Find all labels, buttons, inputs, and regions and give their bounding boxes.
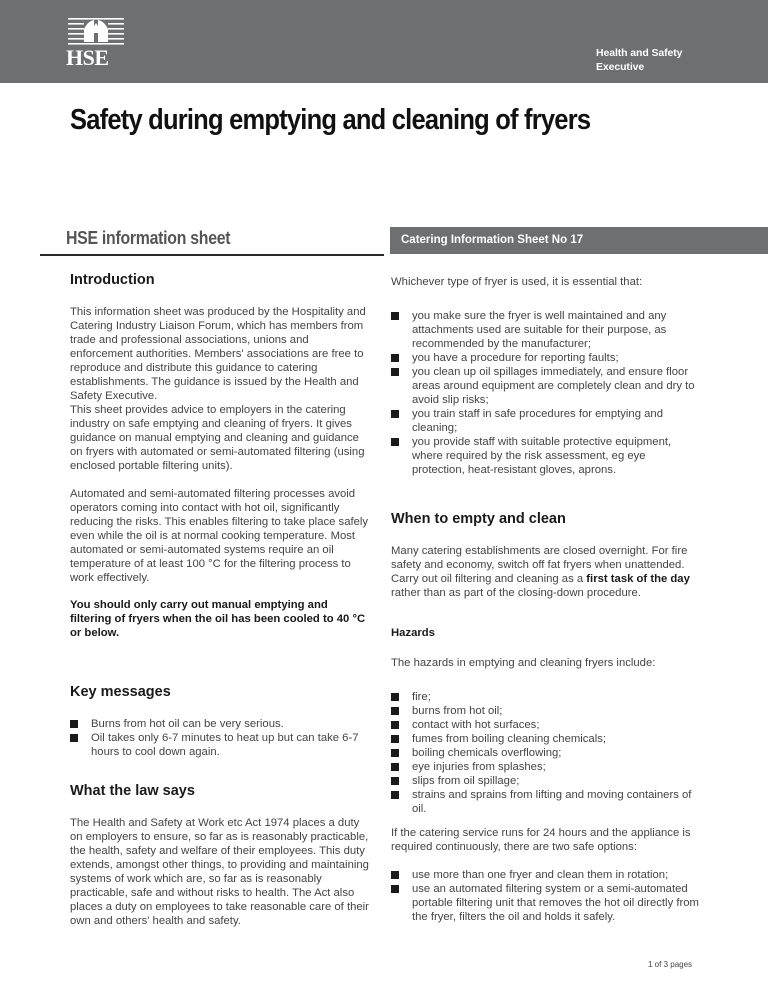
- list-item: [391, 718, 701, 732]
- when-section: [391, 510, 701, 600]
- list-item: [391, 407, 701, 435]
- square-bullet-icon: [391, 693, 399, 701]
- square-bullet-icon: [391, 749, 399, 757]
- square-bullet-icon: [391, 791, 399, 799]
- hazards-section: [391, 626, 701, 816]
- list-item-text: burns from hot oil;: [412, 705, 503, 717]
- essentials-intro: Whichever type of fryer is used, it is essential that:: [391, 276, 643, 288]
- law-heading: What the law says: [70, 783, 195, 799]
- when-emphasis: first task of the day: [586, 573, 690, 585]
- continuous-service-section: [391, 826, 701, 924]
- introduction-section: [70, 271, 370, 289]
- square-bullet-icon: [391, 885, 399, 893]
- square-bullet-icon: [391, 368, 399, 376]
- org-name-line-2: Executive: [596, 61, 645, 73]
- list-item-text: strains and sprains from lifting and moving containers of oil.: [412, 789, 692, 815]
- list-item: [391, 774, 701, 788]
- intro-paragraph-text: This sheet provides advice to employers in the catering industry on safe emptying and cleaning of fryers. It gives guidance on manual emptying and cleaning and guidance on fryers with automated or semi-automated filtering (using enclosed portable filtering units).: [70, 404, 365, 472]
- list-item-text: use more than one fryer and clean them in rotation;: [412, 869, 669, 881]
- list-item: [391, 732, 701, 746]
- square-bullet-icon: [391, 410, 399, 418]
- list-item: [391, 351, 701, 365]
- list-item: [391, 435, 701, 477]
- list-item-text: fire;: [412, 691, 431, 703]
- law-section: [70, 782, 370, 928]
- square-bullet-icon: [391, 438, 399, 446]
- org-name-line-1: Health and Safety: [596, 47, 683, 59]
- page-number: 1 of 3 pages: [648, 960, 693, 969]
- list-item-text: boiling chemicals overflowing;: [412, 747, 562, 759]
- when-text: Many catering establishments are closed overnight. For fire safety and economy, switch off fat fryers when unattended. Carry out oil filtering and cleaning as a: [391, 545, 688, 585]
- list-item: [391, 704, 701, 718]
- hse-logo: [66, 17, 126, 71]
- list-item: [391, 760, 701, 774]
- square-bullet-icon: [391, 312, 399, 320]
- key-messages-list: [70, 717, 370, 759]
- square-bullet-icon: [391, 763, 399, 771]
- manual-emptying-note: [70, 598, 370, 640]
- key-messages-heading: Key messages: [70, 684, 171, 700]
- list-item-text: you make sure the fryer is well maintained and any attachments used are suitable for their purpose, as recommended by the manufacturer;: [412, 310, 667, 350]
- bold-note-text: You should only carry out manual emptying and filtering of fryers when the oil has been cooled to 40 °C or below.: [70, 599, 366, 639]
- when-heading: When to empty and clean: [391, 511, 566, 527]
- list-item-text: you train staff in safe procedures for emptying and cleaning;: [412, 408, 663, 434]
- list-item-text: fumes from boiling cleaning chemicals;: [412, 733, 607, 745]
- list-item: [391, 788, 701, 816]
- introduction-heading: Introduction: [70, 272, 155, 288]
- square-bullet-icon: [70, 734, 78, 742]
- key-messages-section: [70, 683, 370, 759]
- hse-logo-text: HSE: [66, 45, 109, 70]
- sheet-label: HSE information sheet: [66, 228, 231, 248]
- list-item-text: contact with hot surfaces;: [412, 719, 540, 731]
- hazards-heading: Hazards: [391, 627, 435, 639]
- list-item: [391, 882, 701, 924]
- organisation-name: [596, 46, 682, 74]
- list-item-text: Oil takes only 6-7 minutes to heat up but can take 6-7 hours to cool down again.: [91, 732, 359, 758]
- intro-paragraph-2: [70, 403, 370, 473]
- intro-paragraph-3: [70, 487, 370, 585]
- square-bullet-icon: [391, 707, 399, 715]
- law-paragraph: The Health and Safety at Work etc Act 1974 places a duty on employers to ensure, so far as is reasonably practicable, the health, safety and welfare of their employees. This duty extends, amongst other things, to providing and maintaining systems of work which are, so far as is reasonably practicable, safe and without risks to health. The Act also places a duty on employees to take reasonable care of their own and others' health and safety.: [70, 817, 369, 927]
- sheet-number-banner: Catering Information Sheet No 17: [390, 227, 768, 254]
- square-bullet-icon: [391, 777, 399, 785]
- list-item-text: use an automated filtering system or a semi-automated portable filtering unit that removes the hot oil directly from the fryer, filters the oil and holds it safely.: [412, 883, 699, 923]
- list-item: [391, 365, 701, 407]
- list-item: [70, 731, 370, 759]
- list-item-text: you clean up oil spillages immediately, and ensure floor areas around equipment are completely clean and dry to avoid slip risks;: [412, 366, 695, 406]
- square-bullet-icon: [391, 871, 399, 879]
- intro-paragraph-1: [70, 305, 370, 403]
- square-bullet-icon: [70, 720, 78, 728]
- header-bar: [0, 0, 768, 83]
- list-item-text: eye injuries from splashes;: [412, 761, 546, 773]
- intro-paragraph-text: Automated and semi-automated filtering processes avoid operators coming into contact with hot oil, significantly reducing the risks. This enables filtering to take place safely even while the oil is at normal cooking temperature. Most automated or semi-automated systems require an oil temperature of at least 100 °C for the filtering process to work effectively.: [70, 488, 369, 584]
- list-item-text: Burns from hot oil can be very serious.: [91, 718, 284, 730]
- essentials-section: [391, 275, 701, 477]
- list-item-text: you provide staff with suitable protective equipment, where required by the risk assessment, eg eye protection, heat-resistant gloves, aprons.: [412, 436, 672, 476]
- hse-emblem-icon: [66, 17, 126, 47]
- list-item: [391, 746, 701, 760]
- continuous-options-list: [391, 868, 701, 924]
- list-item-text: slips from oil spillage;: [412, 775, 520, 787]
- when-text: rather than as part of the closing-down procedure.: [391, 587, 641, 599]
- when-paragraph: [391, 544, 701, 600]
- hazards-intro: The hazards in emptying and cleaning fryers include:: [391, 657, 656, 669]
- intro-paragraph-text: This information sheet was produced by the Hospitality and Catering Industry Liaison Forum, which has members from trade and professional associations, unions and enforcement authorities. Members' associations are free to reproduce and distribute this guidance to catering establishments. The guidance is issued by the Health and Safety Executive.: [70, 306, 366, 402]
- essentials-list: [391, 309, 701, 477]
- square-bullet-icon: [391, 354, 399, 362]
- sheet-label-rule: [40, 254, 384, 256]
- list-item-text: you have a procedure for reporting faults;: [412, 352, 619, 364]
- list-item: [70, 717, 370, 731]
- list-item: [391, 309, 701, 351]
- list-item: [391, 690, 701, 704]
- document-title: Safety during emptying and cleaning of fryers: [70, 104, 591, 136]
- hazards-list: [391, 690, 701, 816]
- square-bullet-icon: [391, 721, 399, 729]
- square-bullet-icon: [391, 735, 399, 743]
- list-item: [391, 868, 701, 882]
- continuous-intro: If the catering service runs for 24 hours and the appliance is required continuously, there are two safe options:: [391, 827, 691, 853]
